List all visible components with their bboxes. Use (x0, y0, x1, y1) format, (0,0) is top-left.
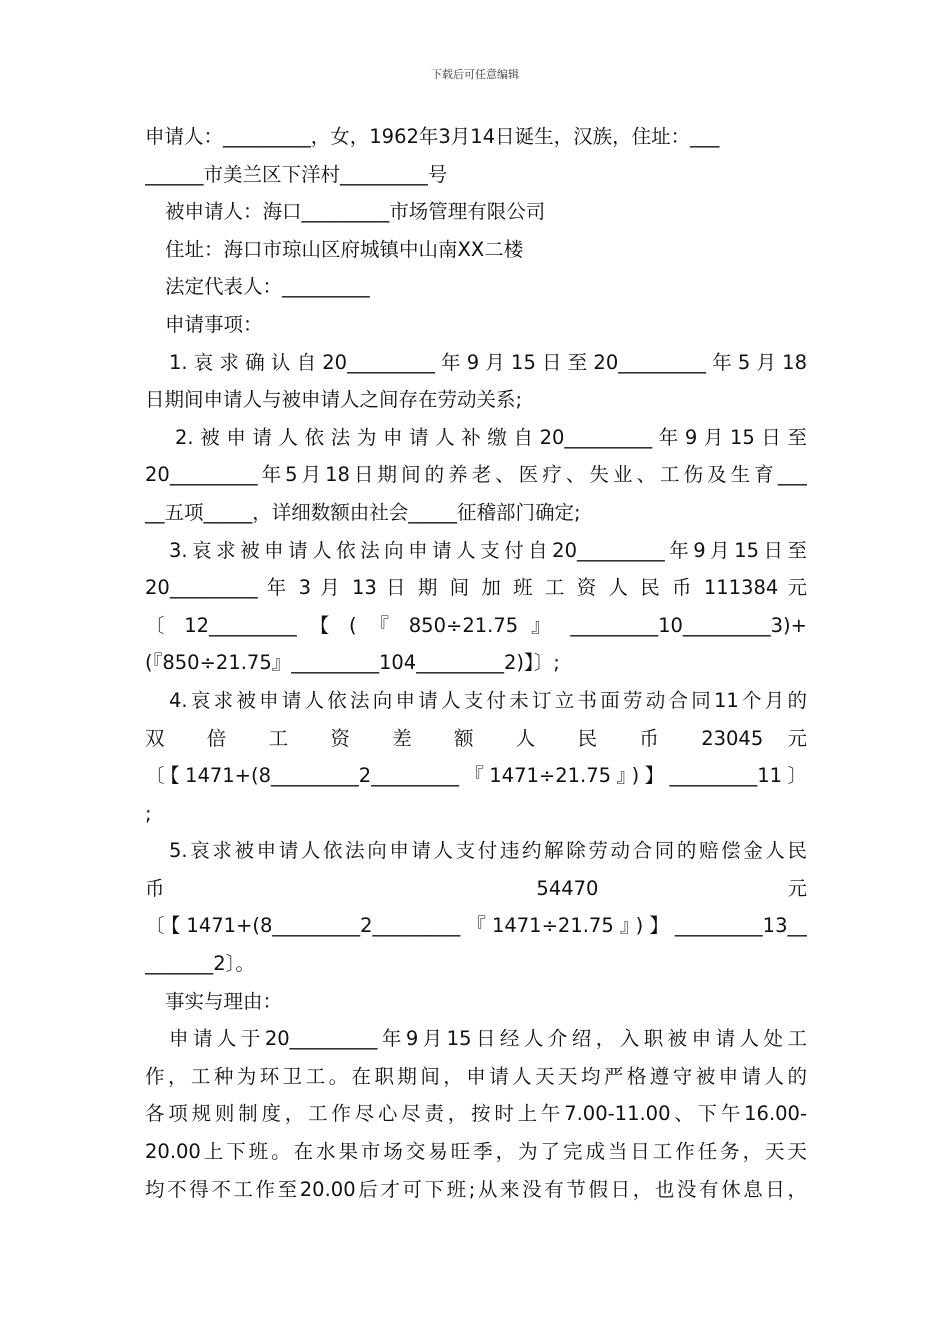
text-line: 各项规则制度，工作尽心尽责，按时上午7.00-11.00、下午16.00- (145, 1102, 807, 1126)
text-line: 住址：海口市琼山区府城镇中山南XX二楼 (165, 237, 524, 261)
text-line: 日期间申请人与被申请人之间存在劳动关系; (145, 388, 523, 412)
text-line: (『850÷21.75』_________104_________2)】〕; (145, 651, 560, 675)
text-line: 20.00上下班。在水果市场交易旺季，为了完成当日工作任务，天天 (145, 1140, 807, 1164)
text-line: 5.哀求被申请人依法向申请人支付违约解除劳动合同的赔偿金人民 (169, 839, 807, 863)
text-line: 法定代表人：_________ (165, 275, 370, 299)
document-body (145, 118, 807, 1208)
text-line: 被申请人：海口_________市场管理有限公司 (165, 200, 546, 224)
text-line: 3.哀求被申请人依法向申请人支付自20_________年9月15日至 (169, 538, 807, 562)
text-line: 币 54470 元 (145, 876, 807, 900)
text-line: 4.哀求被申请人依法向申请人支付未订立书面劳动合同11个月的 (169, 688, 807, 712)
text-line: 〔【1471+(8_________2_________『1471÷21.75』)】_________11〕 (145, 764, 807, 788)
text-line: 20_________ 年 3 月 13 日 期 间 加 班 工 资 人 民 币 111384 元 (145, 576, 807, 600)
text-line: 事实与理由： (165, 989, 283, 1013)
text-line: 〔【1471+(8_________2_________『1471÷21.75』)】_________13__ (145, 914, 807, 938)
text-line: __五项_____，详细数额由社会_____征稽部门确定; (145, 500, 581, 524)
text-line: 双 倍 工 资 差 额 人 民 币 23045 元 (145, 726, 807, 750)
text-line: 〔 12_________ 【 ( 『 850÷21.75 』 _________10_________3)+ (145, 613, 807, 637)
text-line: ______市美兰区下洋村_________号 (145, 162, 448, 186)
text-line: 20_________年5月18日期间的养老、医疗、失业、工伤及生育___ (145, 463, 807, 487)
text-line: 作，工种为环卫工。在职期间，申请人天天均严格遵守被申请人的 (145, 1064, 807, 1088)
text-line: ; (145, 801, 152, 825)
text-line: 申请人于20_________年9月15日经人介绍，入职被申请人处工 (169, 1027, 807, 1051)
text-line: 1.哀求确认自20_________年9月15日至20_________年5月18 (169, 350, 807, 374)
text-line: 2.被申请人依法为申请人补缴自20_________年9月15日至 (175, 425, 807, 449)
text-line: 均不得不工作至20.00后才可下班;从来没有节假日，也没有休息日， (145, 1177, 807, 1201)
page-header: 下载后可任意编辑 (431, 68, 519, 81)
text-line: 申请人：_________，女，1962年3月14日诞生，汉族，住址：___ (145, 125, 720, 148)
text-line: 申请事项： (165, 312, 263, 336)
text-line: _______2〕。 (145, 952, 255, 976)
